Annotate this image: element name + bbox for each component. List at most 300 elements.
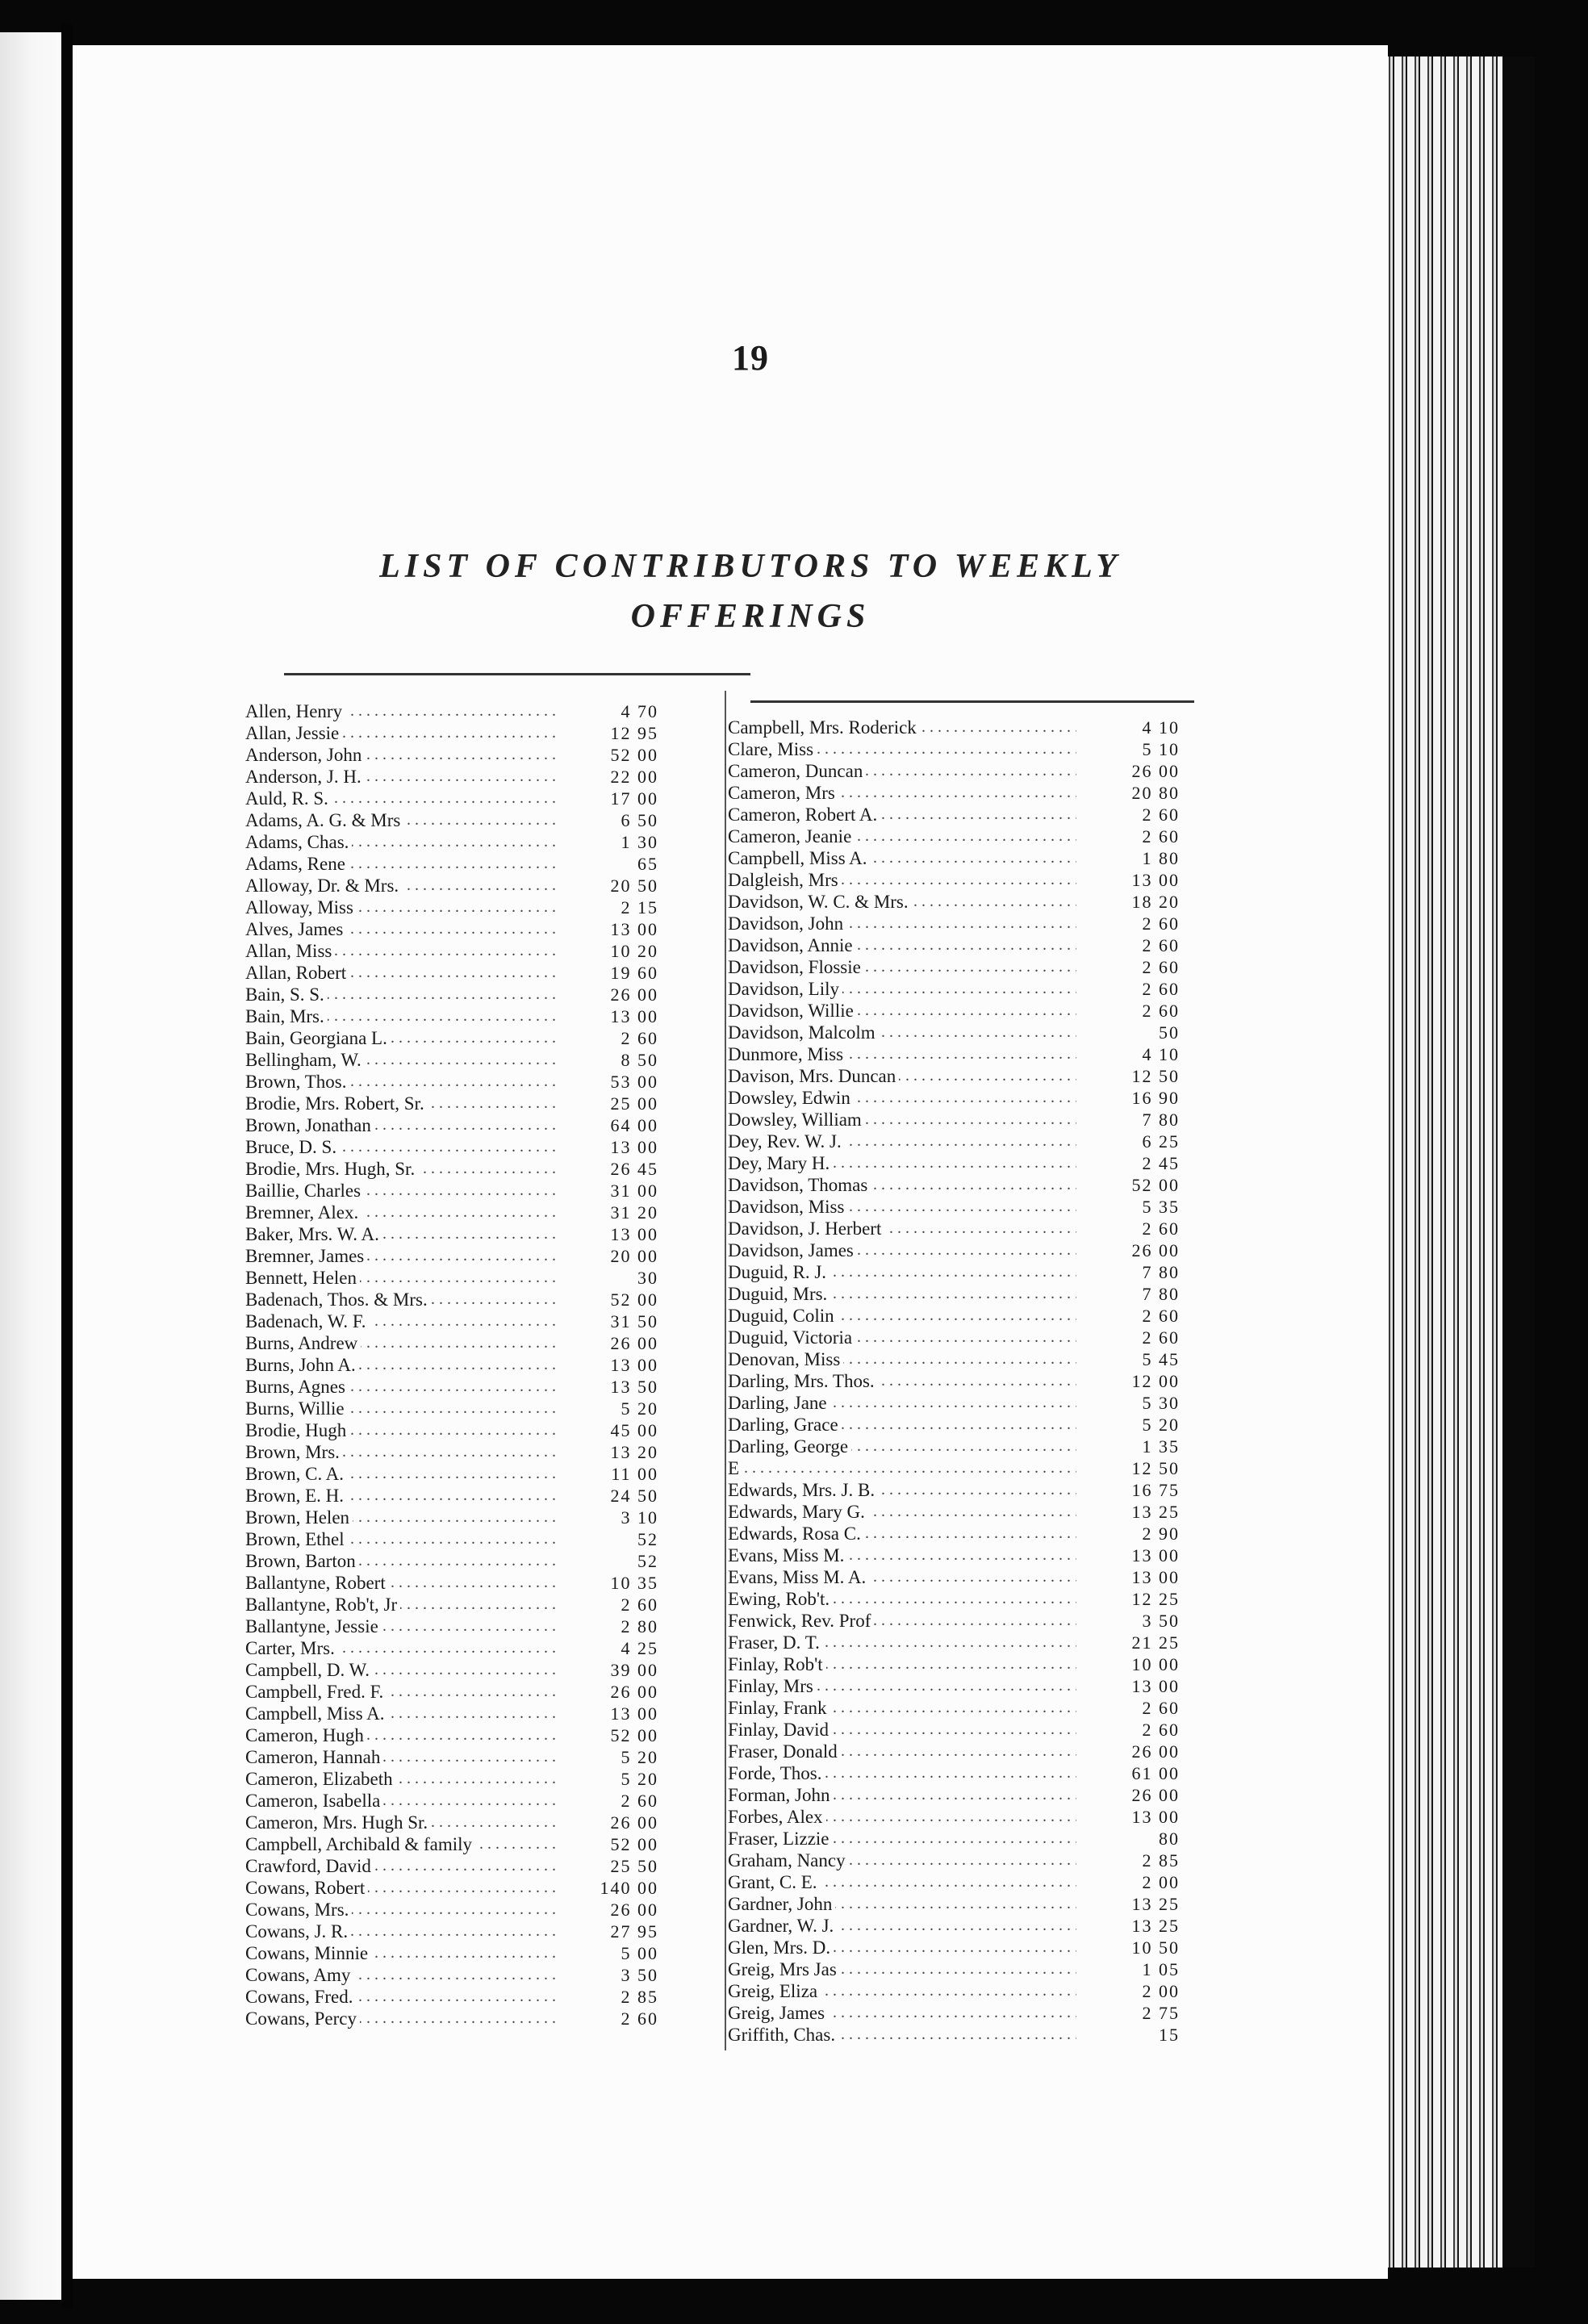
- contributor-name: [728, 1436, 1076, 1457]
- contributor-name-text: Anderson, J. H.: [245, 767, 365, 787]
- contribution-amount: 52 00: [610, 745, 658, 765]
- contribution-amount: 5 45: [1142, 1349, 1180, 1369]
- contributor-name-text: Bellingham, W.: [245, 1050, 365, 1070]
- contributor-name: [728, 1871, 1076, 1893]
- contributor-name-text: Evans, Miss M. A.: [728, 1567, 869, 1587]
- contributor-entry: [728, 1436, 1180, 1457]
- contributor-name-text: Badenach, W. F.: [245, 1311, 370, 1331]
- contributor-name-text: Bremner, Alex.: [245, 1202, 361, 1223]
- contribution-amount: 13 00: [610, 919, 658, 939]
- contribution-amount: 13 00: [610, 1224, 658, 1244]
- contribution-amount: 4 10: [1142, 1044, 1180, 1064]
- contributor-entry: [728, 1653, 1180, 1675]
- contribution-amount: 2 00: [1142, 1872, 1180, 1892]
- contributor-entry: [245, 788, 658, 809]
- contributor-entry: [728, 1283, 1180, 1305]
- contributor-name-text: Fenwick, Rev. Prof: [728, 1611, 874, 1631]
- contributor-name-text: Bennett, Helen: [245, 1268, 360, 1288]
- contributor-entry: [728, 1566, 1180, 1588]
- contributor-name: [245, 1659, 555, 1681]
- contributor-name: [728, 1043, 1076, 1065]
- contributor-name-text: Cameron, Robert A.: [728, 805, 880, 825]
- contribution-amount: 20 00: [610, 1246, 658, 1266]
- contributor-name-text: Carter, Mrs.: [245, 1638, 338, 1658]
- contributor-name: [245, 1005, 555, 1027]
- contributor-name-text: Burns, Agnes: [245, 1377, 349, 1397]
- contribution-amount: 2 85: [1142, 1850, 1180, 1870]
- contributor-name: [728, 1305, 1076, 1327]
- contributor-name: [728, 1109, 1076, 1131]
- contributor-entry: [245, 853, 658, 875]
- contributor-name-text: Darling, Mrs. Thos.: [728, 1371, 878, 1391]
- contribution-amount: 5 20: [1142, 1415, 1180, 1435]
- contributor-entry: [728, 738, 1180, 760]
- contribution-amount: 6 50: [621, 810, 658, 830]
- contributor-name-text: Forman, John: [728, 1785, 834, 1805]
- contributor-entry: [728, 1741, 1180, 1762]
- contributor-name: [728, 1588, 1076, 1610]
- contributor-name: [728, 1566, 1076, 1588]
- contributor-name: [245, 1376, 555, 1398]
- contribution-amount: 2 00: [1142, 1981, 1180, 2001]
- contributor-name-text: Cowans, Percy: [245, 2008, 360, 2029]
- contributor-entry: [728, 934, 1180, 956]
- contribution-amount: 2 15: [621, 897, 658, 917]
- contribution-amount: 4 10: [1142, 717, 1180, 738]
- contributor-name: [728, 1218, 1076, 1239]
- contributor-name-text: Darling, Jane: [728, 1393, 830, 1413]
- page-edges: [1381, 56, 1535, 2268]
- contributor-name: [245, 1724, 555, 1746]
- contributor-entry: [728, 891, 1180, 913]
- contribution-amount: 13 00: [610, 1006, 658, 1026]
- contributor-name: [245, 788, 555, 809]
- contributor-name-text: Davidson, Annie: [728, 935, 856, 955]
- contributor-name: [728, 760, 1076, 782]
- contributor-name-text: E: [728, 1458, 742, 1478]
- contributor-name: [728, 1632, 1076, 1653]
- contribution-amount: 2 60: [1142, 935, 1180, 955]
- contributor-name-text: Allan, Robert: [245, 963, 349, 983]
- contributor-name: [245, 831, 555, 853]
- contributor-entry: [728, 1871, 1180, 1893]
- contributor-name-text: Bain, Georgiana L.: [245, 1028, 391, 1048]
- contributor-name: [245, 1354, 555, 1376]
- contributor-entry: [245, 1093, 658, 1114]
- contributor-entry: [728, 1392, 1180, 1414]
- contributor-name: [245, 1463, 555, 1485]
- contributor-name: [245, 1703, 555, 1724]
- contributor-entry: [245, 1158, 658, 1180]
- contributor-entry: [728, 1000, 1180, 1022]
- contributor-entry: [728, 717, 1180, 738]
- title-line-2: OFFERINGS: [630, 598, 871, 635]
- contribution-amount: 50: [1159, 1022, 1180, 1043]
- contribution-amount: 13 25: [1131, 1894, 1180, 1914]
- contributor-entry: [245, 1659, 658, 1681]
- contributor-name-text: Dey, Rev. W. J.: [728, 1131, 845, 1152]
- contributor-entry: [728, 1087, 1180, 1109]
- contribution-amount: 5 35: [1142, 1197, 1180, 1217]
- contributor-name-text: Forde, Thos.: [728, 1763, 825, 1783]
- contribution-amount: 10 50: [1131, 1937, 1180, 1958]
- contributor-name: [245, 1921, 555, 1942]
- contribution-amount: 12 50: [1131, 1458, 1180, 1478]
- contribution-amount: 52 00: [610, 1725, 658, 1745]
- contributor-entry: [728, 1305, 1180, 1327]
- contributor-name-text: Cameron, Duncan: [728, 761, 866, 781]
- contributor-name: [245, 809, 555, 831]
- contributor-entry: [728, 847, 1180, 869]
- contributor-name-text: Cowans, J. R.: [245, 1921, 351, 1942]
- contributor-name: [245, 875, 555, 897]
- contribution-amount: 5 30: [1142, 1393, 1180, 1413]
- title-line-1: LIST OF CONTRIBUTORS TO WEEKLY: [379, 548, 1122, 585]
- contributor-name: [245, 744, 555, 766]
- contributor-name: [728, 1479, 1076, 1501]
- contributor-entry: [728, 1806, 1180, 1828]
- contributor-entry: [728, 1675, 1180, 1697]
- contribution-amount: 13 20: [610, 1442, 658, 1462]
- contribution-amount: 140 00: [600, 1878, 658, 1898]
- contributor-name-text: Finlay, Rob't: [728, 1654, 826, 1674]
- contributor-name-text: Anderson, John: [245, 745, 365, 765]
- contributor-name-text: Crawford, David: [245, 1856, 374, 1876]
- contribution-amount: 12 25: [1131, 1589, 1180, 1609]
- contribution-amount: 2 75: [1142, 2003, 1180, 2023]
- contribution-amount: 26 00: [610, 1333, 658, 1353]
- contributor-entry: [245, 722, 658, 744]
- contribution-amount: 1 30: [621, 832, 658, 852]
- contributor-name-text: Campbell, Mrs. Roderick: [728, 717, 920, 738]
- contributor-name-text: Burns, John A.: [245, 1355, 359, 1375]
- contributor-name: [245, 1267, 555, 1289]
- contribution-amount: 2 60: [621, 1791, 658, 1811]
- contributor-name: [728, 1131, 1076, 1152]
- contributor-entry: [728, 1327, 1180, 1348]
- contributor-name-text: Bain, S. S.: [245, 984, 328, 1005]
- contributor-name: [245, 1833, 555, 1855]
- contributor-name: [245, 1485, 555, 1507]
- contributor-name: [245, 1202, 555, 1223]
- contributor-name-text: Brown, Jonathan: [245, 1115, 374, 1135]
- contributor-name-text: Davidson, Malcolm: [728, 1022, 879, 1043]
- contribution-amount: 20 50: [610, 876, 658, 896]
- contributor-entry: [728, 1457, 1180, 1479]
- contributor-entry: [245, 1027, 658, 1049]
- contributor-entry: [245, 1114, 658, 1136]
- contributor-entry: [245, 1136, 658, 1158]
- contributor-entry: [728, 1501, 1180, 1523]
- contribution-amount: 8 50: [621, 1050, 658, 1070]
- contributor-entry: [245, 1485, 658, 1507]
- contributor-name-text: Brown, Ethel: [245, 1529, 348, 1549]
- contributor-name-text: Baillie, Charles: [245, 1181, 364, 1201]
- contributor-name: [728, 1022, 1076, 1043]
- contribution-amount: 31 00: [610, 1181, 658, 1201]
- contributor-entry: [245, 1354, 658, 1376]
- contribution-amount: 6 25: [1142, 1131, 1180, 1152]
- contributor-entry: [245, 1267, 658, 1289]
- contributor-entry: [728, 2002, 1180, 2024]
- contributor-name: [728, 1893, 1076, 1915]
- contributor-name: [245, 1180, 555, 1202]
- contributor-name: [728, 717, 1076, 738]
- contributor-name-text: Davidson, J. Herbert: [728, 1218, 884, 1239]
- contributor-name-text: Cameron, Isabella: [245, 1791, 383, 1811]
- contributor-name-text: Brodie, Mrs. Robert, Sr.: [245, 1093, 428, 1114]
- contributor-name: [728, 1806, 1076, 1828]
- contributor-name: [245, 1616, 555, 1637]
- contributor-name-text: Allan, Miss: [245, 941, 335, 961]
- contributor-name-text: Auld, R. S.: [245, 788, 332, 809]
- contributor-name-text: Cameron, Jeanie: [728, 826, 855, 846]
- contributor-name-text: Cameron, Mrs: [728, 783, 838, 803]
- contributor-name: [728, 891, 1076, 913]
- contributors-left-column: [245, 700, 658, 2029]
- contributor-name: [728, 869, 1076, 891]
- contribution-amount: 26 00: [1131, 761, 1180, 781]
- contributor-name: [245, 1855, 555, 1877]
- contributor-name: [728, 1087, 1076, 1109]
- contributor-entry: [245, 1594, 658, 1616]
- contributor-name: [245, 1289, 555, 1310]
- contributor-entry: [245, 1855, 658, 1877]
- contributor-entry: [728, 1958, 1180, 1980]
- contributor-name: [728, 1239, 1076, 1261]
- contributor-entry: [728, 1980, 1180, 2002]
- contributor-name-text: Brown, C. A.: [245, 1464, 347, 1484]
- contributor-name: [245, 722, 555, 744]
- contributor-entry: [728, 1828, 1180, 1850]
- contributor-entry: [245, 1616, 658, 1637]
- contributor-entry: [245, 1005, 658, 1027]
- contributor-entry: [245, 1986, 658, 2008]
- contributor-name: [245, 1027, 555, 1049]
- contribution-amount: 2 85: [621, 1987, 658, 2007]
- contributor-name: [245, 1310, 555, 1332]
- contribution-amount: 4 70: [621, 701, 658, 721]
- contributor-name-text: Duguid, Victoria: [728, 1327, 855, 1348]
- contributor-name: [728, 826, 1076, 847]
- contribution-amount: 1 05: [1142, 1959, 1180, 1979]
- contributor-entry: [245, 1877, 658, 1899]
- contribution-amount: 12 95: [610, 723, 658, 743]
- contribution-amount: 13 00: [1131, 1545, 1180, 1565]
- contributor-name-text: Davidson, Willie: [728, 1001, 857, 1021]
- contributor-entry: [245, 1550, 658, 1572]
- contributor-name-text: Grant, C. E.: [728, 1872, 821, 1892]
- contributor-entry: [245, 1202, 658, 1223]
- contributor-name: [245, 1528, 555, 1550]
- contributor-name: [728, 1610, 1076, 1632]
- contributor-entry: [728, 956, 1180, 978]
- contributor-name: [728, 1523, 1076, 1544]
- contributor-name-text: Bremner, James: [245, 1246, 367, 1266]
- contributor-name-text: Campbell, Archibald & family: [245, 1834, 475, 1854]
- contributor-name: [728, 1000, 1076, 1022]
- contributor-entry: [245, 1812, 658, 1833]
- contribution-amount: 13 00: [610, 1137, 658, 1157]
- contributor-name-text: Ballantyne, Rob't, Jr: [245, 1595, 400, 1615]
- contributor-name-text: Gardner, W. J.: [728, 1916, 837, 1936]
- contribution-amount: 26 00: [1131, 1741, 1180, 1762]
- contributor-name: [728, 2024, 1076, 2046]
- contributor-name: [728, 1370, 1076, 1392]
- contributor-entry: [245, 1071, 658, 1093]
- contributor-name: [728, 1937, 1076, 1958]
- contributor-entry: [728, 760, 1180, 782]
- contributor-name-text: Alloway, Dr. & Mrs.: [245, 876, 402, 896]
- contributor-name-text: Campbell, D. W.: [245, 1660, 373, 1680]
- contributor-name-text: Finlay, Frank: [728, 1698, 830, 1718]
- contributor-entry: [728, 913, 1180, 934]
- contribution-amount: 26 00: [610, 1812, 658, 1833]
- header-rule-right: [750, 700, 1194, 703]
- contributor-name: [245, 1550, 555, 1572]
- contributor-name: [245, 1093, 555, 1114]
- contributor-name-text: Cameron, Hannah: [245, 1747, 383, 1767]
- contribution-amount: 31 50: [610, 1311, 658, 1331]
- contributor-name: [728, 1392, 1076, 1414]
- contributor-name-text: Cameron, Mrs. Hugh Sr.: [245, 1812, 431, 1833]
- contributor-name-text: Badenach, Thos. & Mrs.: [245, 1289, 431, 1310]
- contributor-name: [728, 934, 1076, 956]
- contributor-name-text: Campbell, Miss A.: [245, 1703, 388, 1724]
- contribution-amount: 17 00: [610, 788, 658, 809]
- contribution-amount: 80: [1159, 1829, 1180, 1849]
- contribution-amount: 18 20: [1131, 892, 1180, 912]
- contributor-name-text: Darling, Grace: [728, 1415, 842, 1435]
- contributor-name-text: Ballantyne, Jessie: [245, 1616, 382, 1636]
- contributor-entry: [245, 1310, 658, 1332]
- contributors-right-column: [728, 717, 1180, 2046]
- contribution-amount: 26 00: [610, 1900, 658, 1920]
- contribution-amount: 64 00: [610, 1115, 658, 1135]
- contribution-amount: 26 45: [610, 1159, 658, 1179]
- contributor-name: [245, 2008, 555, 2029]
- contribution-amount: 65: [637, 854, 658, 874]
- contribution-amount: 26 00: [610, 1682, 658, 1702]
- contributor-entry: [728, 1893, 1180, 1915]
- contributor-entry: [245, 766, 658, 788]
- contribution-amount: 25 00: [610, 1093, 658, 1114]
- contributor-name: [728, 782, 1076, 804]
- contributor-name: [728, 804, 1076, 826]
- contributor-name-text: Greig, Eliza: [728, 1981, 821, 2001]
- contributor-name: [245, 1942, 555, 1964]
- contributor-name: [245, 1768, 555, 1790]
- contributor-entry: [728, 978, 1180, 1000]
- contributor-entry: [245, 940, 658, 962]
- contributor-entry: [245, 1768, 658, 1790]
- contributor-entry: [728, 1218, 1180, 1239]
- contribution-amount: 2 60: [1142, 957, 1180, 977]
- contributor-entry: [728, 1697, 1180, 1719]
- contributor-entry: [728, 1784, 1180, 1806]
- contribution-amount: 31 20: [610, 1202, 658, 1223]
- contributor-entry: [728, 1065, 1180, 1087]
- contributor-name: [728, 1915, 1076, 1937]
- contributor-name-text: Davison, Mrs. Duncan: [728, 1066, 899, 1086]
- contributor-name-text: Davidson, James: [728, 1240, 857, 1260]
- contributor-entry: [245, 1746, 658, 1768]
- contribution-amount: 5 20: [621, 1747, 658, 1767]
- contributor-name-text: Forbes, Alex: [728, 1807, 826, 1827]
- contributor-name: [245, 918, 555, 940]
- contributor-name-text: Brown, Barton: [245, 1551, 359, 1571]
- contributor-name-text: Dowsley, William: [728, 1110, 865, 1130]
- contribution-amount: 27 95: [610, 1921, 658, 1942]
- contributor-name: [728, 2002, 1076, 2024]
- contributor-name: [728, 1828, 1076, 1850]
- contribution-amount: 2 60: [1142, 826, 1180, 846]
- contributor-name: [245, 1419, 555, 1441]
- contributor-entry: [245, 1899, 658, 1921]
- contributor-name-text: Cameron, Elizabeth: [245, 1769, 396, 1789]
- contribution-amount: 13 00: [1131, 1807, 1180, 1827]
- contributor-name: [728, 1980, 1076, 2002]
- contributor-name: [245, 1812, 555, 1833]
- contributor-name-text: Finlay, Mrs: [728, 1676, 817, 1696]
- contribution-amount: 10 35: [610, 1573, 658, 1593]
- contribution-amount: 3 10: [621, 1507, 658, 1528]
- contributor-name: [245, 1441, 555, 1463]
- contribution-amount: 16 90: [1131, 1088, 1180, 1108]
- contribution-amount: 1 80: [1142, 848, 1180, 868]
- contributor-entry: [728, 1414, 1180, 1436]
- contributor-name-text: Cowans, Amy: [245, 1965, 353, 1985]
- contributor-entry: [245, 2008, 658, 2029]
- contributor-name: [245, 1746, 555, 1768]
- contributor-entry: [245, 1921, 658, 1942]
- contributor-name: [728, 1152, 1076, 1174]
- contributor-entry: [728, 1196, 1180, 1218]
- contributor-entry: [245, 831, 658, 853]
- contributor-name: [728, 1958, 1076, 1980]
- contributor-entry: [245, 1507, 658, 1528]
- contributor-name-text: Brown, E. H.: [245, 1486, 347, 1506]
- contribution-amount: 53 00: [610, 1072, 658, 1092]
- contributor-name-text: Duguid, Mrs.: [728, 1284, 830, 1304]
- contributor-name-text: Davidson, Flossie: [728, 957, 864, 977]
- contributor-name-text: Burns, Andrew: [245, 1333, 361, 1353]
- contributor-name: [245, 1049, 555, 1071]
- contributor-name-text: Cowans, Fred.: [245, 1987, 357, 2007]
- contributor-entry: [728, 1762, 1180, 1784]
- contribution-amount: 5 10: [1142, 739, 1180, 759]
- contribution-amount: 7 80: [1142, 1284, 1180, 1304]
- contributor-name-text: Dey, Mary H.: [728, 1153, 833, 1173]
- contributor-entry: [728, 1937, 1180, 1958]
- contributor-entry: [245, 918, 658, 940]
- contributor-entry: [728, 1174, 1180, 1196]
- contribution-amount: 26 00: [1131, 1785, 1180, 1805]
- contributor-entry: [728, 1043, 1180, 1065]
- contributor-name-text: Duguid, Colin: [728, 1306, 838, 1326]
- contributor-name-text: Davidson, John: [728, 913, 846, 934]
- contribution-amount: 2 60: [621, 1595, 658, 1615]
- contributor-name: [245, 1986, 555, 2008]
- contributor-entry: [245, 700, 658, 722]
- contributor-entry: [245, 1528, 658, 1550]
- contributor-name-text: Davidson, Miss: [728, 1197, 847, 1217]
- contributor-entry: [728, 1632, 1180, 1653]
- contributor-name: [245, 1594, 555, 1616]
- contribution-amount: 1 35: [1142, 1436, 1180, 1457]
- contribution-amount: 52: [637, 1551, 658, 1571]
- facing-page-edge: [0, 32, 61, 2300]
